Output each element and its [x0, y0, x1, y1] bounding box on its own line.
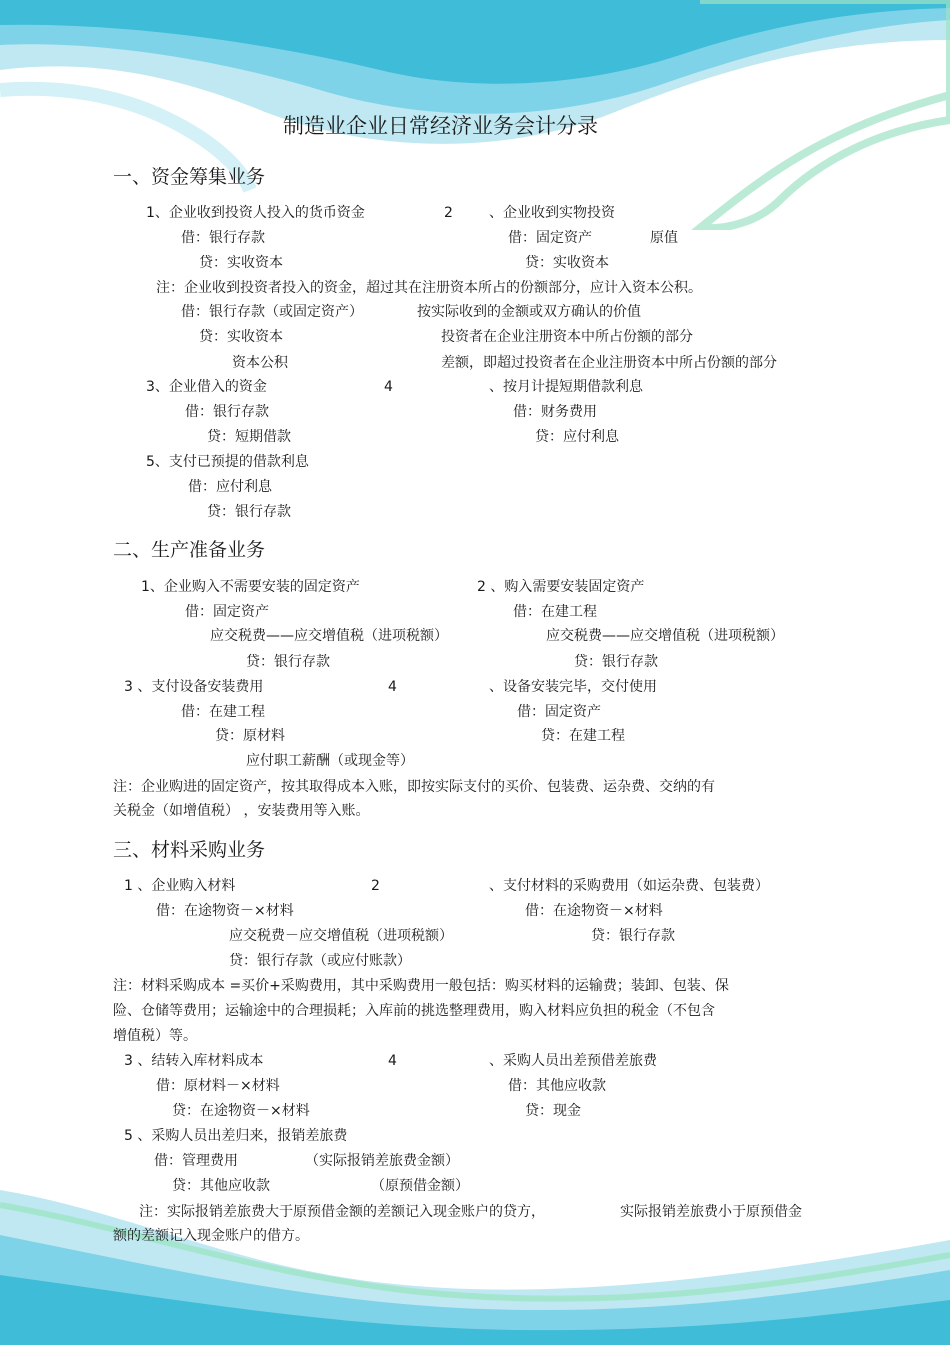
note-text: 实际报销差旅费小于原预借金 [620, 1204, 802, 1220]
debit-line: 应交税费－应交增值税（进项税额） [229, 928, 453, 944]
debit-line: 借：在途物资－×材料 [156, 903, 294, 919]
debit-line: 应交税费——应交增值税（进项税额） [546, 628, 784, 644]
section-heading: 二、生产准备业务 [113, 539, 266, 561]
credit-line: 贷：短期借款 [207, 429, 291, 445]
note-text: 额的差额记入现金账户的借方。 [113, 1228, 309, 1244]
entry-number: 4 [384, 379, 393, 395]
entry-title: 3 、支付设备安装费用 [124, 679, 264, 695]
credit-line: 贷：银行存款 [591, 928, 675, 944]
credit-line: 贷：在建工程 [541, 728, 625, 744]
debit-line: 借：银行存款（或固定资产） [181, 304, 363, 320]
entry-title: 、支付材料的采购费用（如运杂费、包装费） [489, 878, 769, 894]
debit-line: 借：管理费用 [154, 1153, 238, 1169]
credit-line: 贷：银行存款 [574, 654, 658, 670]
credit-line: 贷：实收资本 [199, 255, 283, 271]
amount-note: 原值 [650, 230, 678, 246]
debit-line: 借：固定资产 [517, 704, 601, 720]
debit-line: 借：固定资产 [185, 604, 269, 620]
entry-number: 2 [444, 205, 453, 221]
entry-title: 2 、购入需要安装固定资产 [477, 579, 645, 595]
note-text: 注：材料采购成本 =买价+采购费用，其中采购费用一般包括：购买材料的运输费；装卸、包装、保 [113, 978, 729, 994]
credit-line: 贷：其他应收款 [172, 1178, 270, 1194]
credit-line: 应付职工薪酬（或现金等） [246, 753, 414, 769]
credit-line: 贷：实收资本 [525, 255, 609, 271]
debit-line: 借：在建工程 [513, 604, 597, 620]
debit-line: 借：原材料－×材料 [156, 1078, 280, 1094]
amount-note: 差额，即超过投资者在企业注册资本中所占份额的部分 [441, 355, 777, 371]
entry-title: 、按月计提短期借款利息 [489, 379, 643, 395]
amount-note: 按实际收到的金额或双方确认的价值 [417, 304, 641, 320]
entry-title: 、采购人员出差预借差旅费 [489, 1053, 657, 1069]
debit-line: 应交税费——应交增值税（进项税额） [210, 628, 448, 644]
credit-line: 资本公积 [232, 355, 288, 371]
section-heading: 三、材料采购业务 [113, 839, 266, 861]
entry-number: 4 [388, 1053, 397, 1069]
note-text: 注：企业收到投资者投入的资金，超过其在注册资本所占的份额部分，应计入资本公积。 [156, 280, 702, 296]
entry-number: 4 [388, 679, 397, 695]
amount-note: （实际报销差旅费金额） [305, 1153, 459, 1169]
credit-line: 贷：现金 [525, 1103, 581, 1119]
debit-line: 借：银行存款 [185, 404, 269, 420]
document-title: 制造业企业日常经济业务会计分录 [283, 114, 598, 138]
credit-line: 贷：在途物资－×材料 [172, 1103, 310, 1119]
amount-note: 投资者在企业注册资本中所占份额的部分 [441, 329, 693, 345]
debit-line: 借：财务费用 [513, 404, 597, 420]
entry-number: 2 [371, 878, 380, 894]
entry-title: 1 、企业购入材料 [124, 878, 236, 894]
credit-line: 贷：银行存款（或应付账款） [229, 953, 411, 969]
debit-line: 借：银行存款 [181, 230, 265, 246]
note-text: 注：企业购进的固定资产，按其取得成本入账，即按实际支付的买价、包装费、运杂费、交纳的有 [113, 779, 715, 795]
note-text: 注：实际报销差旅费大于原预借金额的差额记入现金账户的贷方， [139, 1204, 545, 1220]
entry-title: 1、企业收到投资人投入的货币资金 [146, 205, 365, 221]
debit-line: 借：在建工程 [181, 704, 265, 720]
note-text: 关税金（如增值税） ，安装费用等入账。 [113, 803, 370, 819]
note-text: 险、仓储等费用；运输途中的合理损耗；入库前的挑选整理费用，购入材料应负担的税金（不包含 [113, 1003, 715, 1019]
entry-title: 3、企业借入的资金 [146, 379, 267, 395]
note-text: 增值税）等。 [113, 1028, 197, 1044]
credit-line: 贷：原材料 [215, 728, 285, 744]
debit-line: 借：在途物资－×材料 [525, 903, 663, 919]
entry-title: 5、支付已预提的借款利息 [146, 454, 309, 470]
section-heading: 一、资金筹集业务 [113, 166, 266, 188]
amount-note: （原预借金额） [371, 1178, 469, 1194]
debit-line: 借：其他应收款 [508, 1078, 606, 1094]
debit-line: 借：固定资产 [508, 230, 592, 246]
entry-title: 、设备安装完毕，交付使用 [489, 679, 657, 695]
credit-line: 贷：银行存款 [246, 654, 330, 670]
entry-title: 3 、结转入库材料成本 [124, 1053, 264, 1069]
entry-title: 、企业收到实物投资 [489, 205, 615, 221]
credit-line: 贷：银行存款 [207, 504, 291, 520]
credit-line: 贷：应付利息 [535, 429, 619, 445]
debit-line: 借：应付利息 [188, 479, 272, 495]
entry-title: 1、企业购入不需要安装的固定资产 [141, 579, 360, 595]
credit-line: 贷：实收资本 [199, 329, 283, 345]
entry-title: 5 、采购人员出差归来，报销差旅费 [124, 1128, 348, 1144]
